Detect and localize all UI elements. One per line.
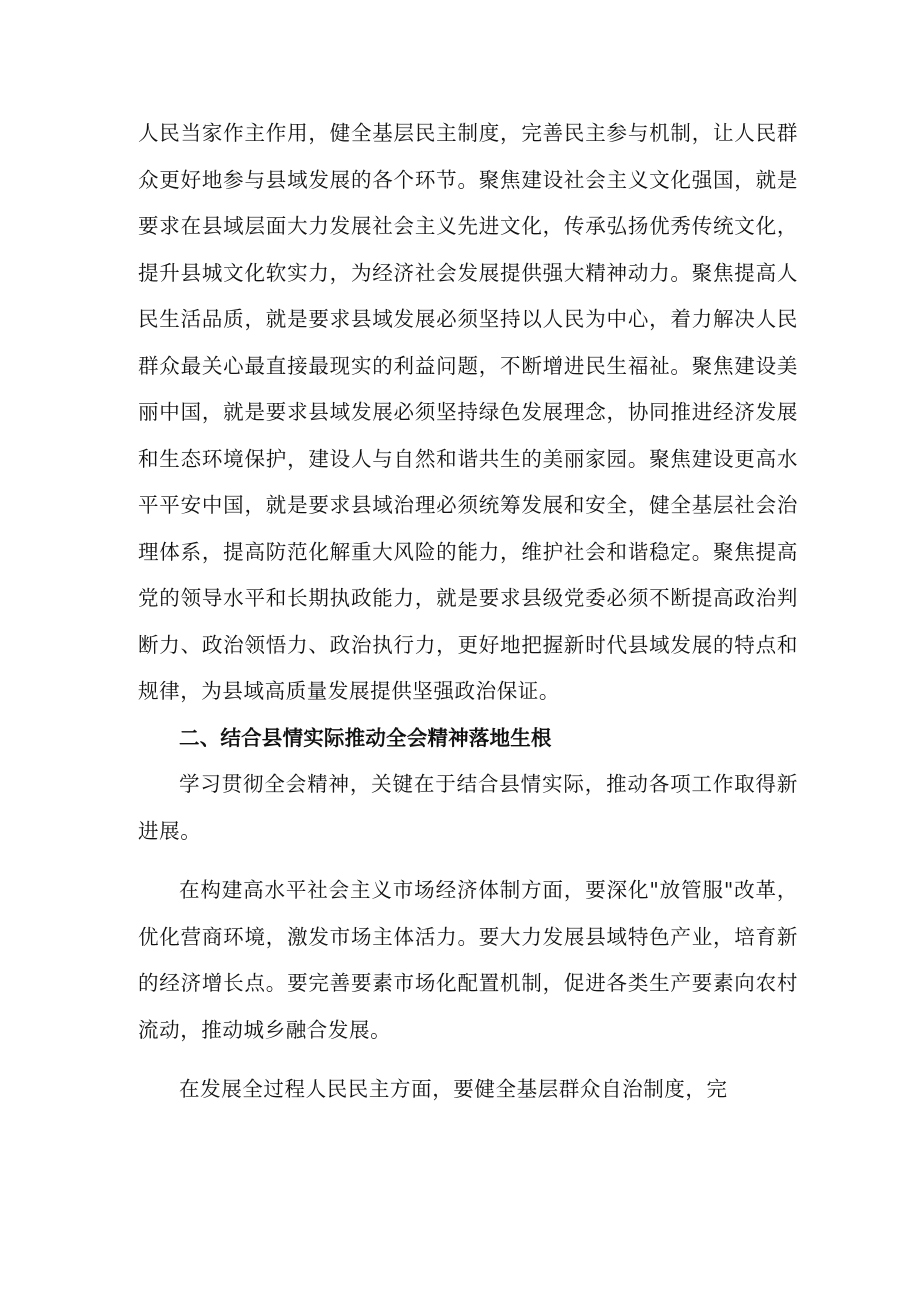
document-body xyxy=(138,110,798,1113)
body-paragraph: 在构建高水平社会主义市场经济体制方面，要深化"放管服"改革，优化营商环境，激发市场主体活力。要大力发展县域特色产业，培育新的经济增长点。要完善要素市场化配置机制，促进各类生产要素向农村流动，推动城乡融合发展。 xyxy=(138,878,798,1042)
body-paragraph: 在发展全过程人民民主方面，要健全基层群众自治制度，完 xyxy=(179,1077,728,1101)
body-paragraph: 人民当家作主作用，健全基层民主制度，完善民主参与机制，让人民群众更好地参与县域发展的各个环节。聚焦建设社会主义文化强国，就是要求在县域层面大力发展社会主义先进文化，传承弘扬优秀传统文化，提升县城文化软实力，为经济社会发展提供强大精神动力。聚焦提高人民生活品质，就是要求县域发展必须坚持以人民为中心，着力解决人民群众最关心最直接最现实的利益问题，不断增进民生福祉。聚焦建设美丽中国，就是要求县域发展必须坚持绿色发展理念，协同推进经济发展和生态环境保护，建设人与自然和谐共生的美丽家园。聚焦建设更高水平平安中国，就是要求县域治理必须统筹发展和安全，健全基层社会治理体系，提高防范化解重大风险的能力，维护社会和谐稳定。聚焦提高党的领导水平和长期执政能力，就是要求县级党委必须不断提高政治判断力、政治领悟力、政治执行力，更好地把握新时代县域发展的特点和规律，为县域高质量发展提供坚强政治保证。 xyxy=(138,121,798,703)
section-heading: 二、结合县情实际推动全会精神落地生根 xyxy=(179,725,552,750)
body-paragraph: 学习贯彻全会精神，关键在于结合县情实际，推动各项工作取得新进展。 xyxy=(138,772,798,843)
